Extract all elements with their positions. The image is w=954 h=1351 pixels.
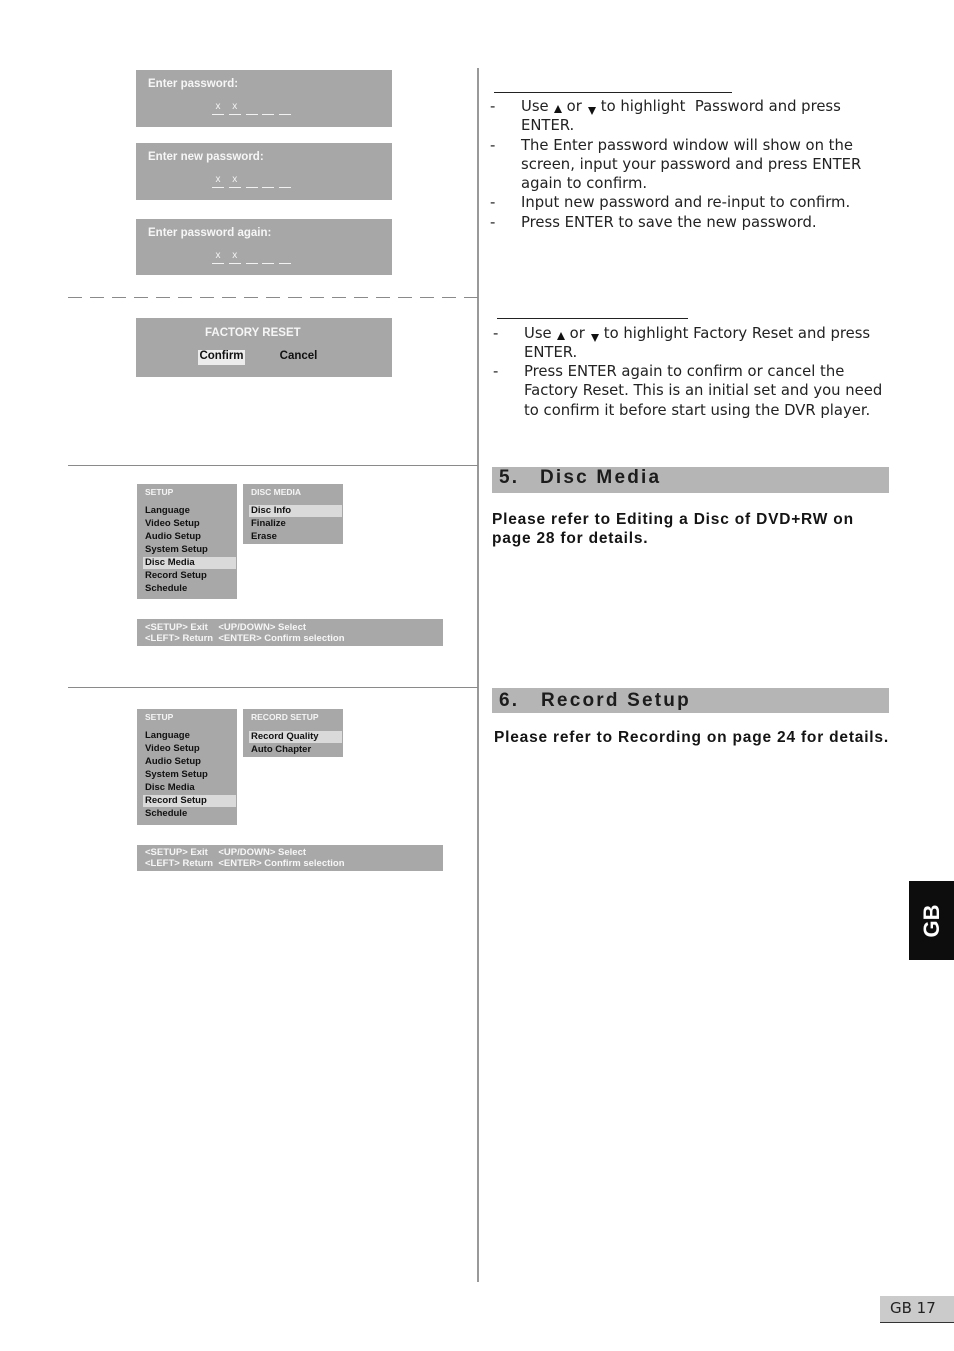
instruction-line: again to confirm. <box>521 175 648 193</box>
password-instructions <box>490 97 910 232</box>
key-help-line: <LEFT> Return <ENTER> Confirm selection <box>145 858 345 869</box>
section-separator-dashed <box>68 297 478 298</box>
password-slot <box>246 250 258 264</box>
dialog-title: FACTORY RESET <box>205 327 301 339</box>
submenu-item-auto-chapter: Auto Chapter <box>251 744 312 755</box>
bullet-dash: - <box>490 194 496 212</box>
menu-item-record-setup: Record Setup <box>143 795 236 807</box>
password-slot <box>262 250 274 264</box>
key-help-line: <LEFT> Return <ENTER> Confirm selection <box>145 633 345 644</box>
enter-password-dialog <box>136 70 392 127</box>
password-slot: x <box>229 101 241 115</box>
language-tab <box>909 881 954 960</box>
key-help-line: <SETUP> Exit <UP/DOWN> Select <box>145 622 307 633</box>
password-slot: x <box>212 250 224 264</box>
instruction-line: to confirm it before start using the DVR player. <box>524 401 871 419</box>
section-number: 5. <box>499 467 520 488</box>
up-arrow-icon <box>554 105 562 113</box>
setup-main-menu <box>137 709 237 825</box>
password-slot <box>279 101 291 115</box>
instruction-segment: Use <box>524 324 552 342</box>
menu-item-language: Language <box>145 505 190 516</box>
instruction-line: The Enter password window will show on the <box>521 136 853 154</box>
menu-title: SETUP <box>145 712 174 722</box>
submenu-item-finalize: Finalize <box>251 518 286 529</box>
down-arrow-icon <box>591 334 599 342</box>
instruction-item <box>493 362 913 420</box>
instruction-text <box>521 136 861 194</box>
record-setup-submenu <box>243 709 343 757</box>
section-separator <box>68 465 478 466</box>
setup-screen-disc-media <box>137 484 443 646</box>
bullet-dash: - <box>493 324 499 342</box>
bullet-dash: - <box>490 213 496 231</box>
record-setup-note <box>494 728 889 747</box>
column-divider <box>477 68 479 1282</box>
note-line: Please refer to Editing a Disc of DVD+RW on <box>492 511 854 528</box>
instruction-segment: to highlight Factory Reset and press <box>603 324 871 342</box>
enter-new-password-dialog <box>136 143 392 200</box>
submenu-item-disc-info: Disc Info <box>249 505 342 517</box>
menu-title: DISC MEDIA <box>251 487 302 497</box>
instruction-line: ENTER. <box>521 117 575 135</box>
password-slots <box>212 174 291 188</box>
bullet-dash: - <box>490 136 496 154</box>
down-arrow-icon <box>588 107 596 115</box>
menu-item-audio-setup: Audio Setup <box>145 531 201 542</box>
dialog-label: Enter password again: <box>148 227 272 239</box>
setup-screen-record-setup <box>137 709 443 871</box>
instruction-line: Factory Reset. This is an initial set and you need <box>524 382 883 400</box>
menu-item-system-setup: System Setup <box>145 769 208 780</box>
password-slot: x <box>229 250 241 264</box>
heading-underline <box>494 92 732 93</box>
instruction-line: Input new password and re-input to confirm. <box>521 194 851 212</box>
password-slot <box>279 250 291 264</box>
instruction-segment: to highlight Password and press <box>600 98 841 115</box>
menu-item-video-setup: Video Setup <box>145 518 200 529</box>
instruction-line: Press ENTER to save the new password. <box>521 213 817 231</box>
heading-underline <box>497 318 688 319</box>
instruction-item <box>490 136 910 194</box>
password-slots <box>212 101 291 115</box>
bullet-dash: - <box>490 98 496 115</box>
password-slot <box>262 174 274 188</box>
menu-title: SETUP <box>145 487 174 497</box>
confirm-option: Confirm <box>198 350 245 365</box>
instruction-item <box>490 213 910 232</box>
menu-item-system-setup: System Setup <box>145 544 208 555</box>
section-separator <box>68 687 478 688</box>
key-help-line: <SETUP> Exit <UP/DOWN> Select <box>145 847 307 858</box>
instruction-line: Press ENTER again to confirm or cancel the <box>524 363 845 381</box>
password-slots <box>212 250 291 264</box>
menu-item-schedule: Schedule <box>145 808 188 819</box>
instruction-text <box>521 97 841 136</box>
password-slot: x <box>212 101 224 115</box>
menu-item-disc-media: Disc Media <box>143 557 236 569</box>
menu-item-video-setup: Video Setup <box>145 743 200 754</box>
disc-media-submenu <box>243 484 343 544</box>
note-line: Please refer to Recording on page 24 for details. <box>494 729 889 746</box>
instruction-text <box>524 324 870 363</box>
password-slot <box>246 174 258 188</box>
key-help-text <box>145 622 345 644</box>
cancel-option: Cancel <box>279 350 318 362</box>
instruction-line <box>521 97 841 116</box>
submenu-item-erase: Erase <box>251 531 277 542</box>
section-number: 6. <box>499 690 520 711</box>
instruction-line <box>524 324 870 343</box>
section-heading-record-setup <box>492 688 889 713</box>
key-help-bar <box>137 845 443 871</box>
up-arrow-icon <box>557 332 565 340</box>
key-help-text <box>145 847 345 869</box>
menu-title: RECORD SETUP <box>251 712 319 722</box>
instruction-text <box>521 193 850 212</box>
instruction-segment: Use <box>521 98 549 115</box>
password-slot: x <box>229 174 241 188</box>
section-heading-disc-media <box>492 467 889 493</box>
password-slot <box>246 101 258 115</box>
section-title: Disc Media <box>540 467 662 488</box>
page-number-box <box>880 1296 954 1323</box>
disc-media-note <box>492 510 854 548</box>
password-slot <box>279 174 291 188</box>
instruction-text <box>521 213 817 232</box>
menu-item-audio-setup: Audio Setup <box>145 756 201 767</box>
dialog-label: Enter password: <box>148 78 239 90</box>
menu-item-record-setup: Record Setup <box>145 570 207 581</box>
instruction-segment: or <box>569 324 585 342</box>
factory-reset-dialog <box>136 318 392 377</box>
language-tab-label: GB <box>918 904 944 937</box>
section-title: Record Setup <box>541 690 691 711</box>
note-line: page 28 for details. <box>492 530 649 547</box>
instruction-item <box>490 97 910 136</box>
menu-item-schedule: Schedule <box>145 583 188 594</box>
password-slot <box>262 101 274 115</box>
page-number: GB 17 <box>890 1299 936 1317</box>
enter-password-again-dialog <box>136 219 392 275</box>
instruction-line: screen, input your password and press ENTER <box>521 155 862 173</box>
instruction-item <box>490 193 910 212</box>
instruction-text <box>524 362 882 420</box>
instruction-item <box>493 324 913 363</box>
password-slot: x <box>212 174 224 188</box>
dialog-label: Enter new password: <box>148 151 264 163</box>
menu-item-disc-media: Disc Media <box>145 782 195 793</box>
bullet-dash: - <box>493 363 499 381</box>
menu-item-language: Language <box>145 730 190 741</box>
instruction-segment: or <box>566 98 582 115</box>
submenu-item-record-quality: Record Quality <box>249 731 342 743</box>
factory-reset-instructions <box>493 324 913 420</box>
key-help-bar <box>137 619 443 646</box>
setup-main-menu <box>137 484 237 599</box>
instruction-line: ENTER. <box>524 343 578 361</box>
